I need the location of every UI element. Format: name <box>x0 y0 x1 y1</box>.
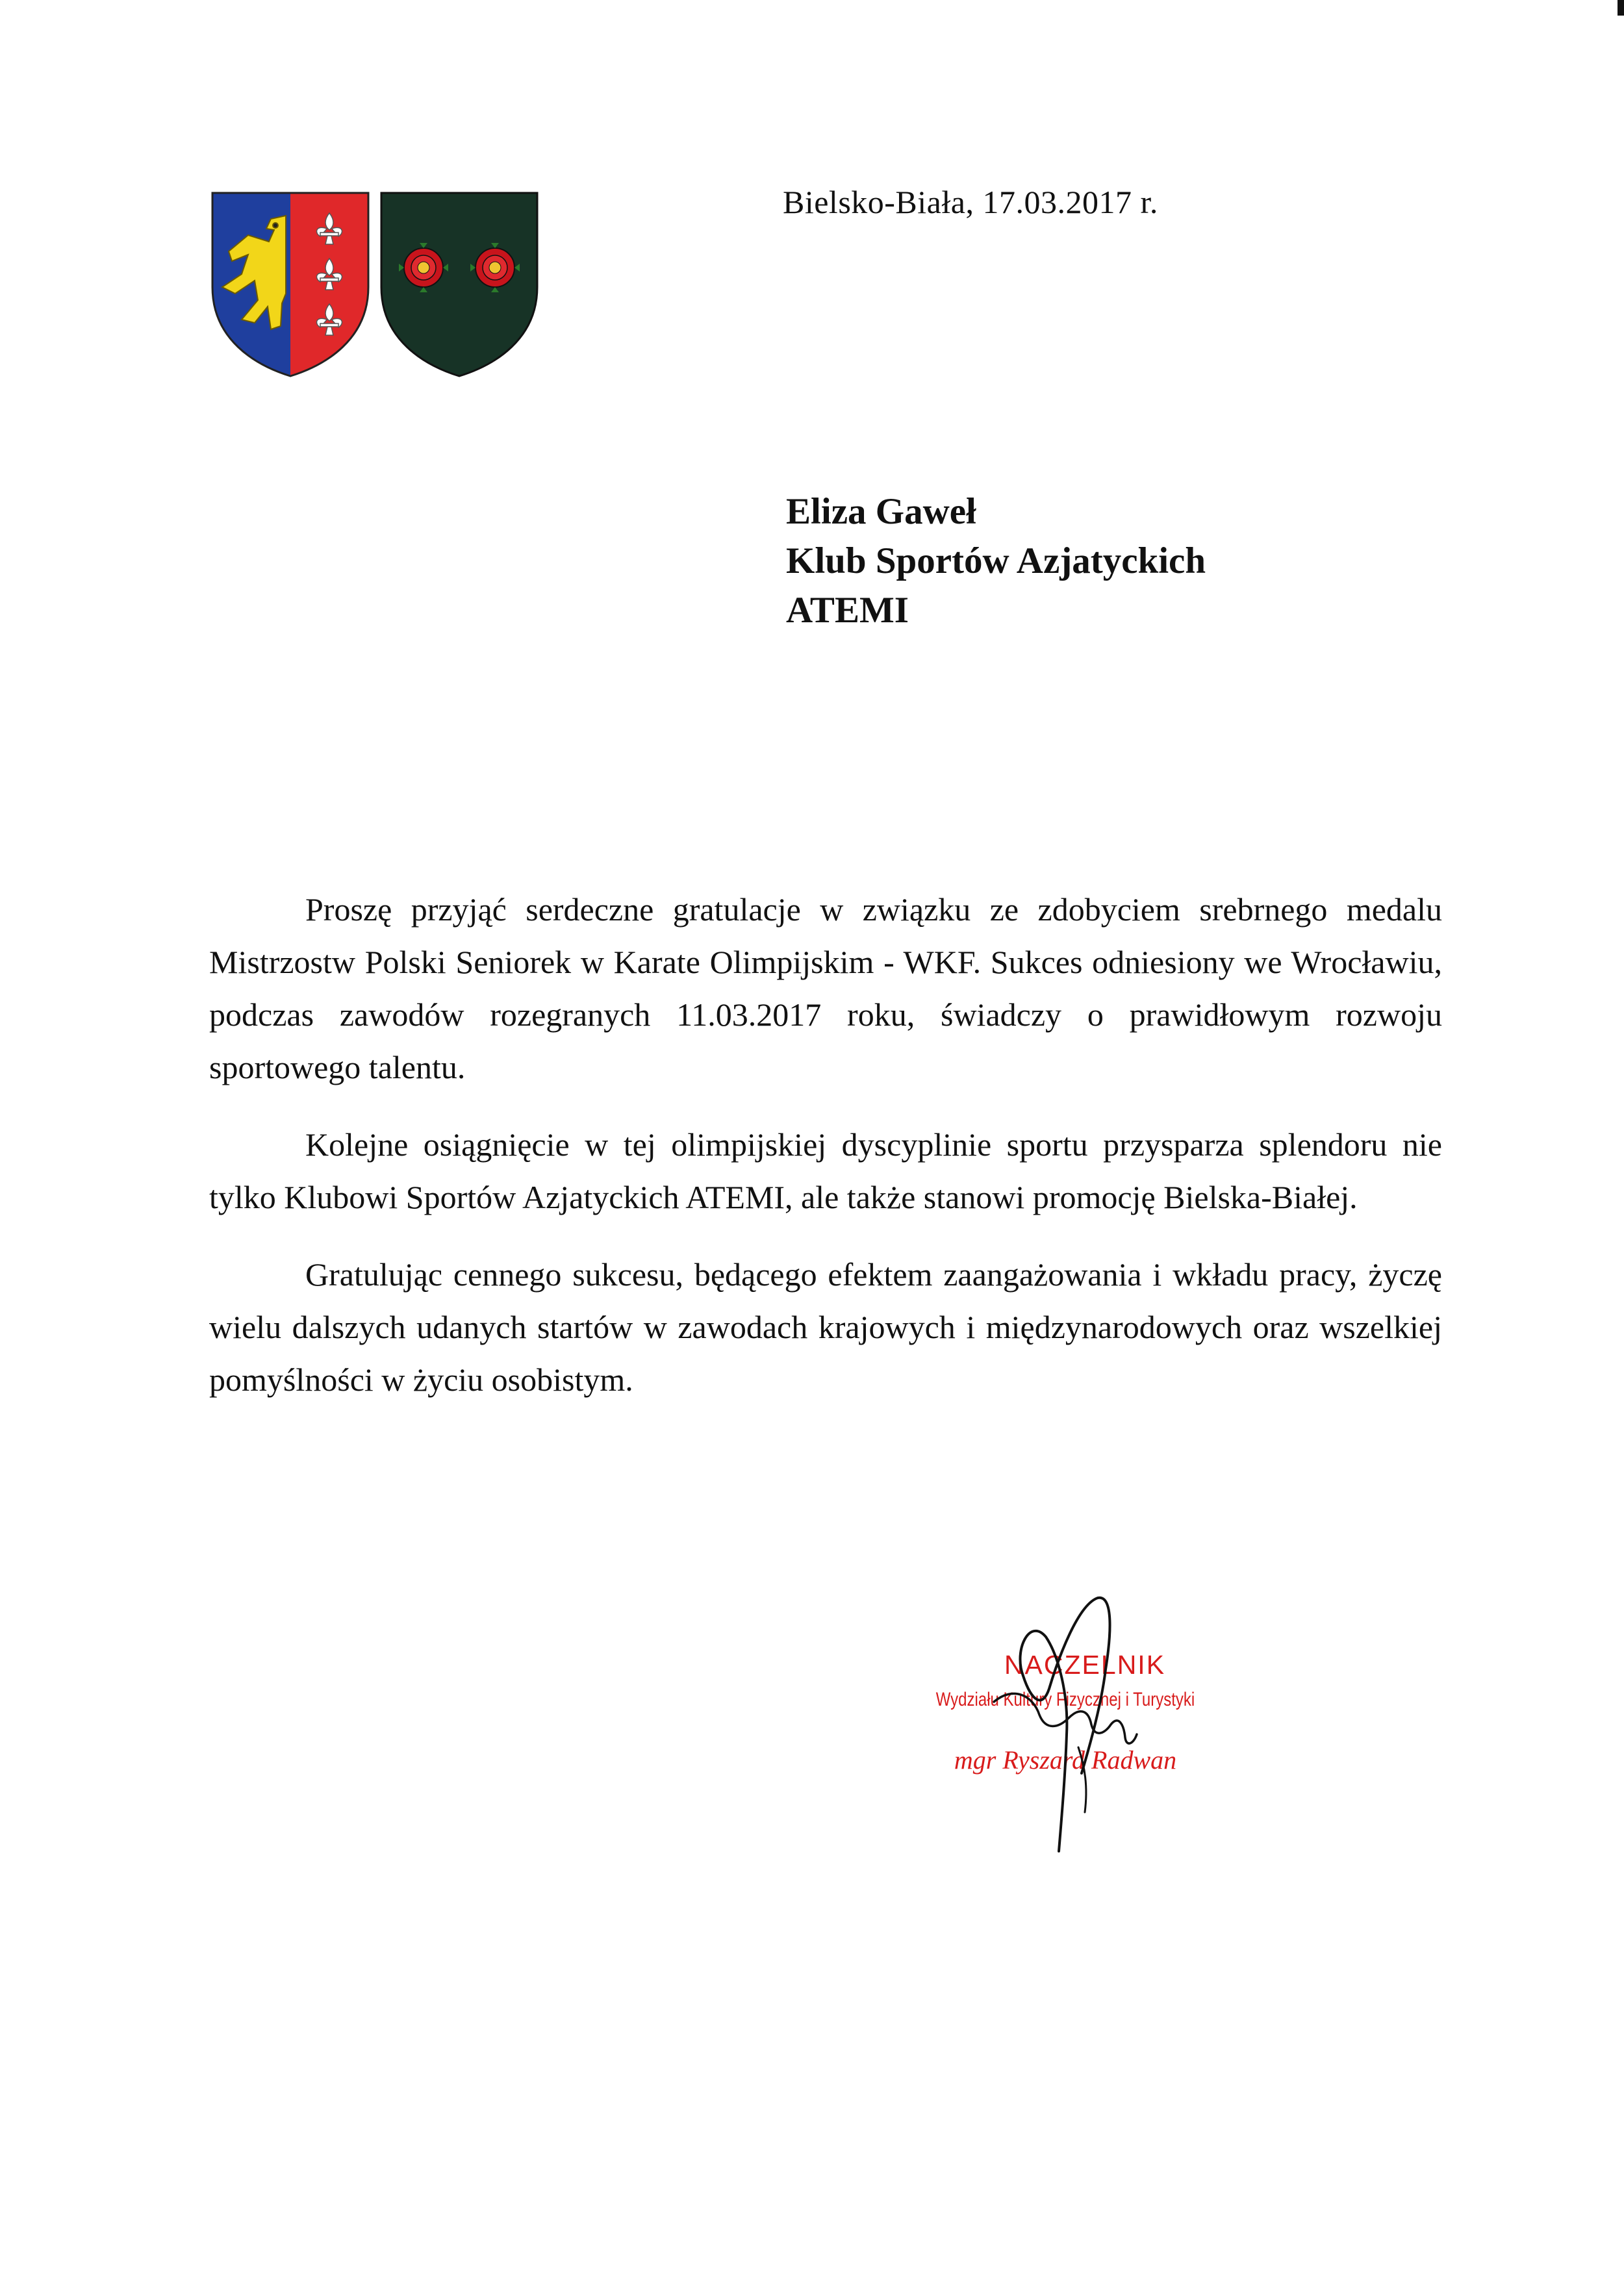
body-paragraph: Proszę przyjąć serdeczne gratulacje w związku ze zdobyciem srebrnego medalu Mistrzostw Polski Seniorek w Karate Olimpijskim - WKF. Sukces odniesiony we Wrocławiu, podczas zawodów rozegranych 11.03.2017 roku, świadczy o prawidłowym rozwoju sportowego talentu. <box>209 891 1442 1085</box>
eagle-and-lilies-crest-icon <box>209 190 372 378</box>
recipient-club: ATEMI <box>786 590 909 631</box>
stamp-department: Wydziału Kultury Fizycznej i Turystyki <box>935 1689 1195 1710</box>
two-roses-crest-icon <box>378 190 540 378</box>
recipient-block <box>786 487 1206 635</box>
recipient-name: Eliza Gaweł <box>786 491 976 532</box>
signature-block <box>864 1578 1267 1877</box>
coat-of-arms <box>209 190 547 378</box>
stamp-title: NACZELNIK <box>1004 1650 1166 1680</box>
stamp-name: mgr Ryszard Radwan <box>954 1745 1177 1775</box>
recipient-organization: Klub Sportów Azjatyckich <box>786 540 1206 581</box>
letter-body <box>209 883 1442 1431</box>
scan-corner-mark <box>1618 0 1624 16</box>
body-paragraph: Kolejne osiągnięcie w tej olimpijskiej dyscyplinie sportu przysparza splendoru nie tylko Klubowi Sportów Azjatyckich ATEMI, ale także stanowi promocję Bielska-Białej. <box>209 1126 1442 1215</box>
date-line: Bielsko-Biała, 17.03.2017 r. <box>783 184 1158 220</box>
body-paragraph: Gratulując cennego sukcesu, będącego efektem zaangażowania i wkładu pracy, życzę wielu dalszych udanych startów w zawodach krajowych i międzynarodowych oraz wszelkiej pomyślności w życiu osobistym. <box>209 1256 1442 1398</box>
handwritten-signature <box>864 1578 1267 1877</box>
